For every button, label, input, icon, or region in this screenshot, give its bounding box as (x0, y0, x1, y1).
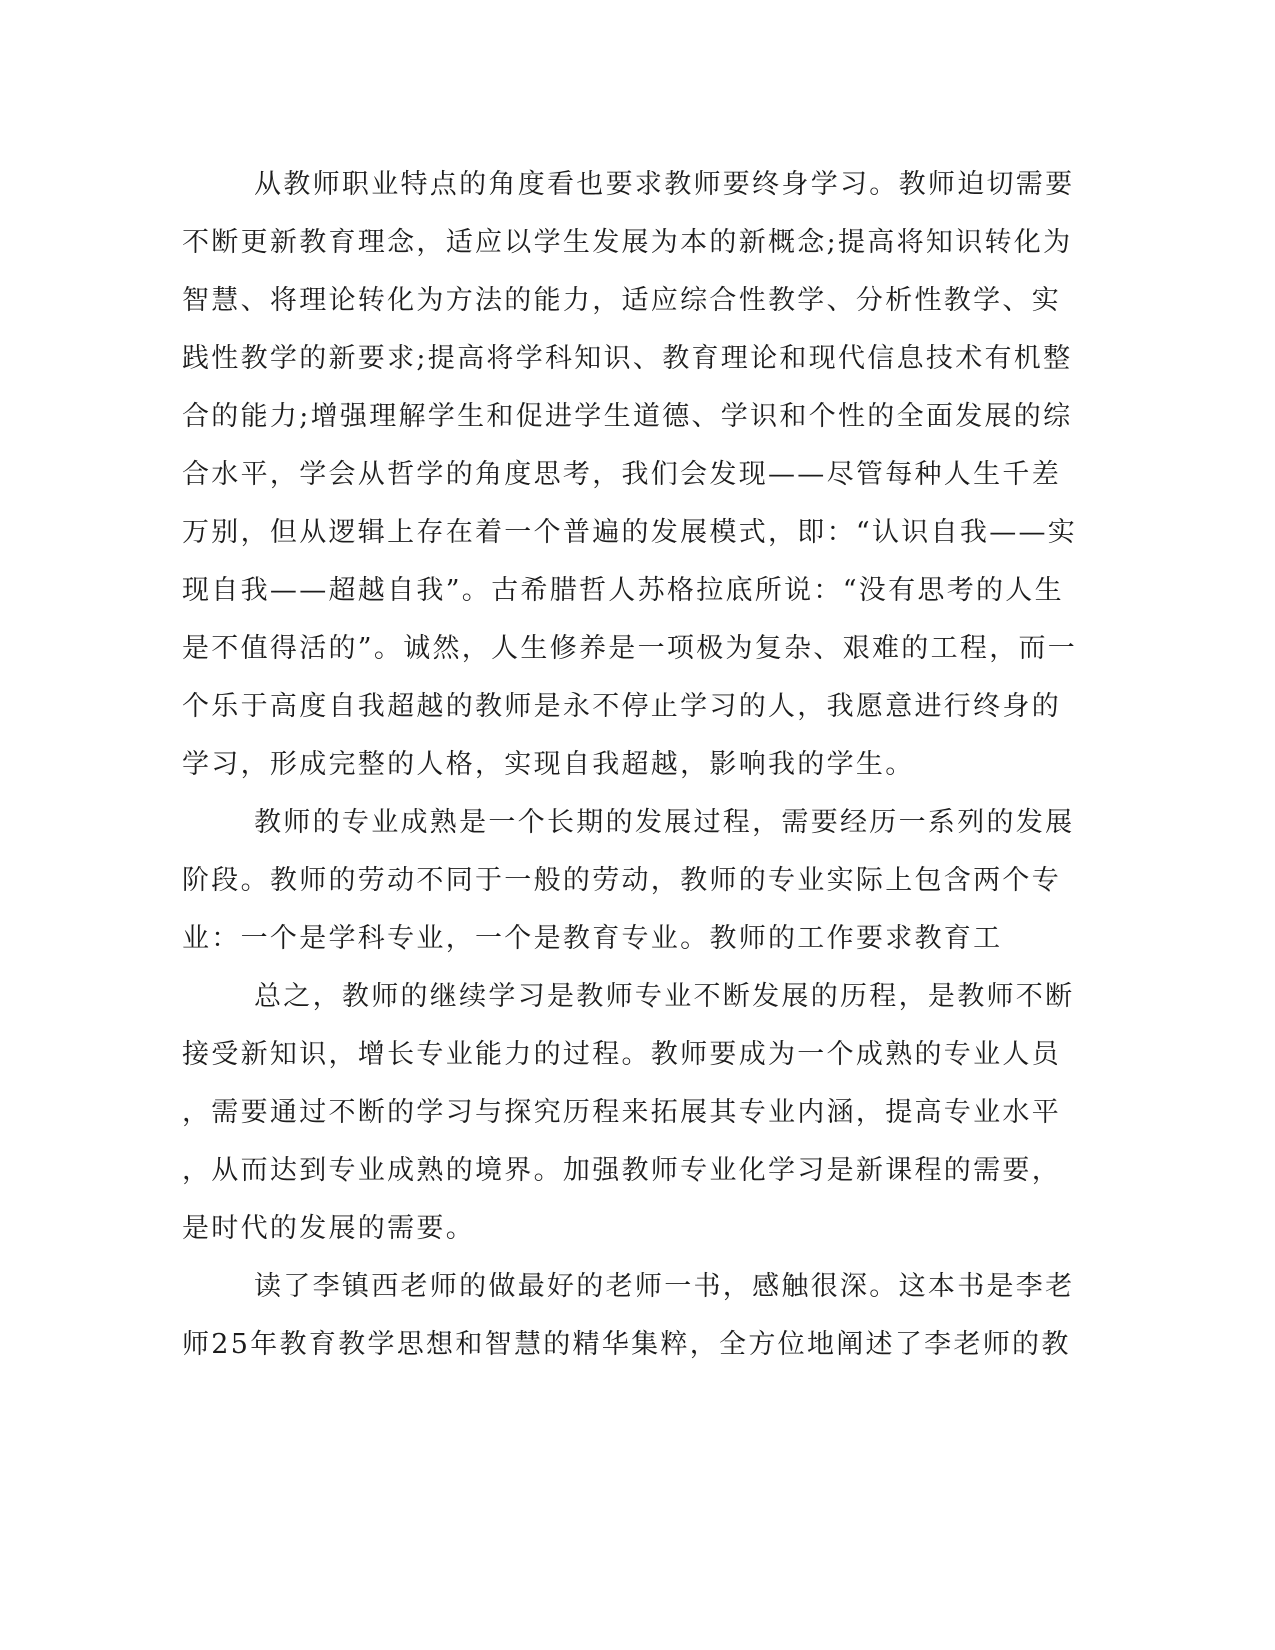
paragraph-book-reflection (182, 1258, 1075, 1374)
text-line: 合水平，学会从哲学的角度思考，我们会发现——尽管每种人生千差 (182, 459, 1061, 490)
text-line: 阶段。教师的劳动不同于一般的劳动，教师的专业实际上包含两个专 (182, 865, 1061, 896)
text-line: 接受新知识，增长专业能力的过程。教师要成为一个成熟的专业人员 (182, 1039, 1061, 1070)
text-line: 万别，但从逻辑上存在着一个普遍的发展模式，即：“认识自我——实 (182, 517, 1078, 548)
text-line: 学习，形成完整的人格，实现自我超越，影响我的学生。 (182, 749, 915, 780)
text-line: 是不值得活的”。诚然，人生修养是一项极为复杂、艰难的工程，而一 (182, 633, 1078, 664)
text-line: 现自我——超越自我”。古希腊哲人苏格拉底所说：“没有思考的人生 (182, 575, 1064, 606)
text-line: 从教师职业特点的角度看也要求教师要终身学习。教师迫切需要 (254, 169, 1075, 200)
text-line: ，需要通过不断的学习与探究历程来拓展其专业内涵，提高专业水平 (182, 1097, 1061, 1128)
paragraph-lifelong-learning (182, 156, 1078, 794)
text-line: 教师的专业成熟是一个长期的发展过程，需要经历一系列的发展 (254, 807, 1075, 838)
text-line: 师25年教育教学思想和智慧的精华集粹，全方位地阐述了李老师的教 (182, 1329, 1071, 1360)
text-line: 是时代的发展的需要。 (182, 1213, 475, 1244)
text-line: 智慧、将理论转化为方法的能力，适应综合性教学、分析性教学、实 (182, 285, 1061, 316)
paragraph-professional-maturity (182, 794, 1075, 968)
paragraph-summary (182, 968, 1075, 1258)
text-line: 个乐于高度自我超越的教师是永不停止学习的人，我愿意进行终身的 (182, 691, 1061, 722)
text-line: 业：一个是学科专业，一个是教育专业。教师的工作要求教育工 (182, 923, 1003, 954)
text-line: 读了李镇西老师的做最好的老师一书，感触很深。这本书是李老 (254, 1271, 1075, 1302)
text-line: 践性教学的新要求;提高将学科知识、教育理论和现代信息技术有机整 (182, 343, 1073, 374)
text-line: ，从而达到专业成熟的境界。加强教师专业化学习是新课程的需要， (182, 1155, 1061, 1186)
document-body (182, 156, 1078, 1374)
text-line: 合的能力;增强理解学生和促进学生道德、学识和个性的全面发展的综 (182, 401, 1073, 432)
text-line: 总之，教师的继续学习是教师专业不断发展的历程，是教师不断 (254, 981, 1075, 1012)
text-line: 不断更新教育理念，适应以学生发展为本的新概念;提高将知识转化为 (182, 227, 1073, 258)
